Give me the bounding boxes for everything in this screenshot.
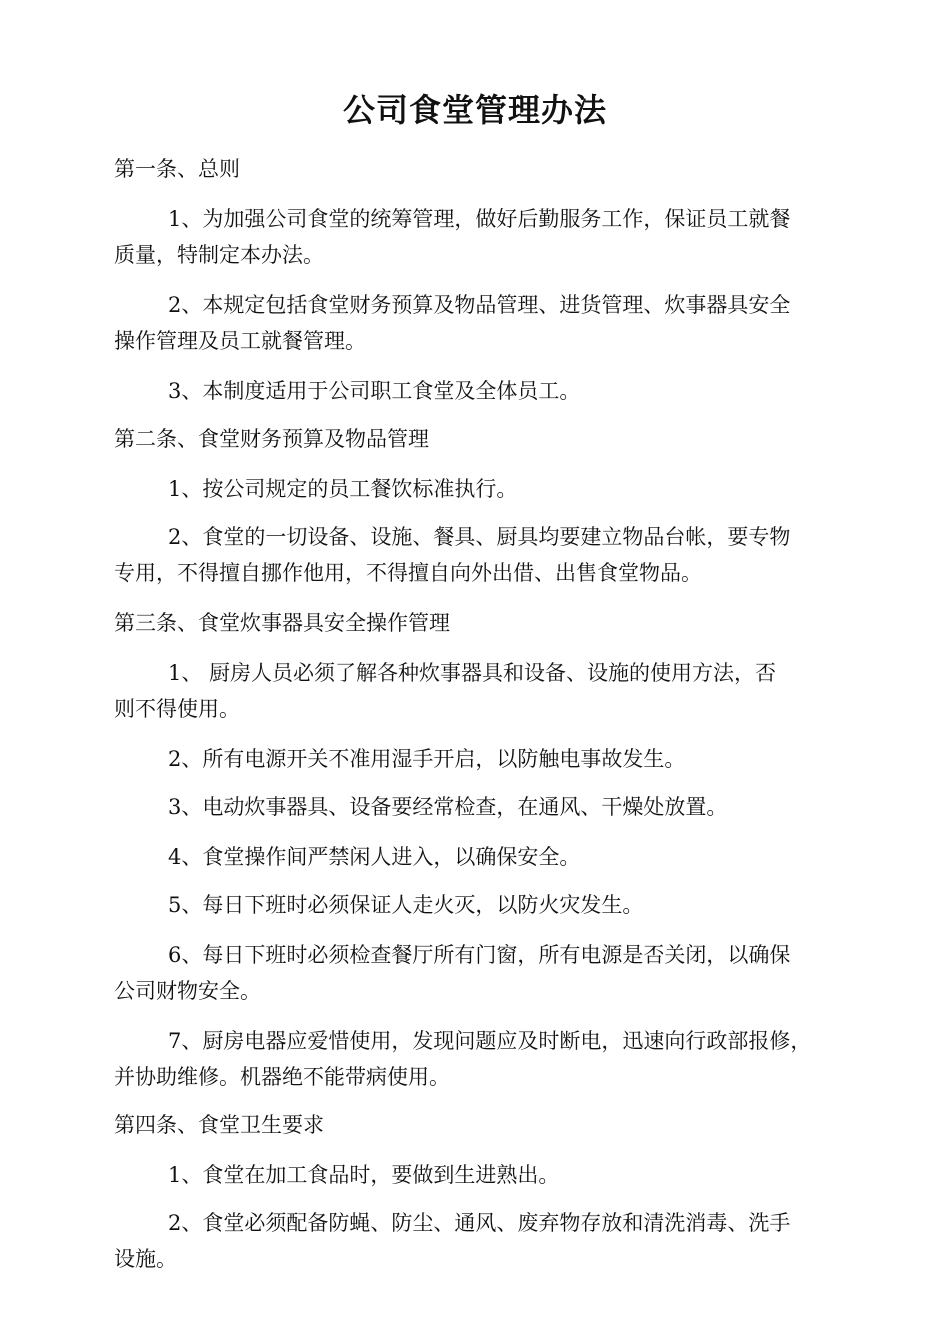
- article-1-item-3: 3、本制度适用于公司职工食堂及全体员工。: [168, 379, 581, 403]
- article-4-item-2-line-2: 设施。: [114, 1247, 177, 1271]
- article-3-item-3: 3、电动炊事器具、设备要经常检查，在通风、干燥处放置。: [168, 795, 728, 819]
- article-4-item-1: 1、食堂在加工食品时，要做到生进熟出。: [168, 1163, 560, 1187]
- article-3-heading: 第三条、食堂炊事器具安全操作管理: [114, 611, 450, 635]
- article-2-item-2-line-1: 2、食堂的一切设备、设施、餐具、厨具均要建立物品台帐，要专物: [168, 525, 791, 549]
- article-3-item-4: 4、食堂操作间严禁闲人进入，以确保安全。: [168, 845, 581, 869]
- article-3-item-7-line-2: 并协助维修。机器绝不能带病使用。: [114, 1065, 450, 1089]
- article-3-item-1-line-1: 1、 厨房人员必须了解各种炊事器具和设备、设施的使用方法，否: [168, 661, 777, 685]
- article-4-item-2-line-1: 2、食堂必须配备防蝇、防尘、通风、废弃物存放和清洗消毒、洗手: [168, 1211, 791, 1235]
- article-2-item-1: 1、按公司规定的员工餐饮标准执行。: [168, 477, 518, 501]
- article-3-item-5: 5、每日下班时必须保证人走火灭，以防火灾发生。: [168, 893, 644, 917]
- article-1-item-2-line-2: 操作管理及员工就餐管理。: [114, 329, 366, 353]
- article-3-item-6-line-2: 公司财物安全。: [114, 979, 261, 1003]
- article-3-item-1-line-2: 则不得使用。: [114, 697, 240, 721]
- article-4-heading: 第四条、食堂卫生要求: [114, 1113, 324, 1137]
- article-3-item-2: 2、所有电源开关不准用湿手开启，以防触电事故发生。: [168, 747, 686, 771]
- article-3-item-7-line-1: 7、厨房电器应爱惜使用，发现问题应及时断电，迅速向行政部报修，: [168, 1029, 812, 1053]
- article-1-heading: 第一条、总则: [114, 157, 240, 181]
- article-1-item-1-line-2: 质量，特制定本办法。: [114, 243, 324, 267]
- document-title: 公司食堂管理办法: [342, 91, 607, 129]
- article-1-item-2-line-1: 2、本规定包括食堂财务预算及物品管理、进货管理、炊事器具安全: [168, 293, 791, 317]
- article-2-heading: 第二条、食堂财务预算及物品管理: [114, 427, 429, 451]
- article-2-item-2-line-2: 专用，不得擅自挪作他用，不得擅自向外出借、出售食堂物品。: [114, 561, 702, 585]
- article-1-item-1-line-1: 1、为加强公司食堂的统筹管理，做好后勤服务工作，保证员工就餐: [168, 207, 791, 231]
- article-3-item-6-line-1: 6、每日下班时必须检查餐厅所有门窗，所有电源是否关闭，以确保: [168, 943, 791, 967]
